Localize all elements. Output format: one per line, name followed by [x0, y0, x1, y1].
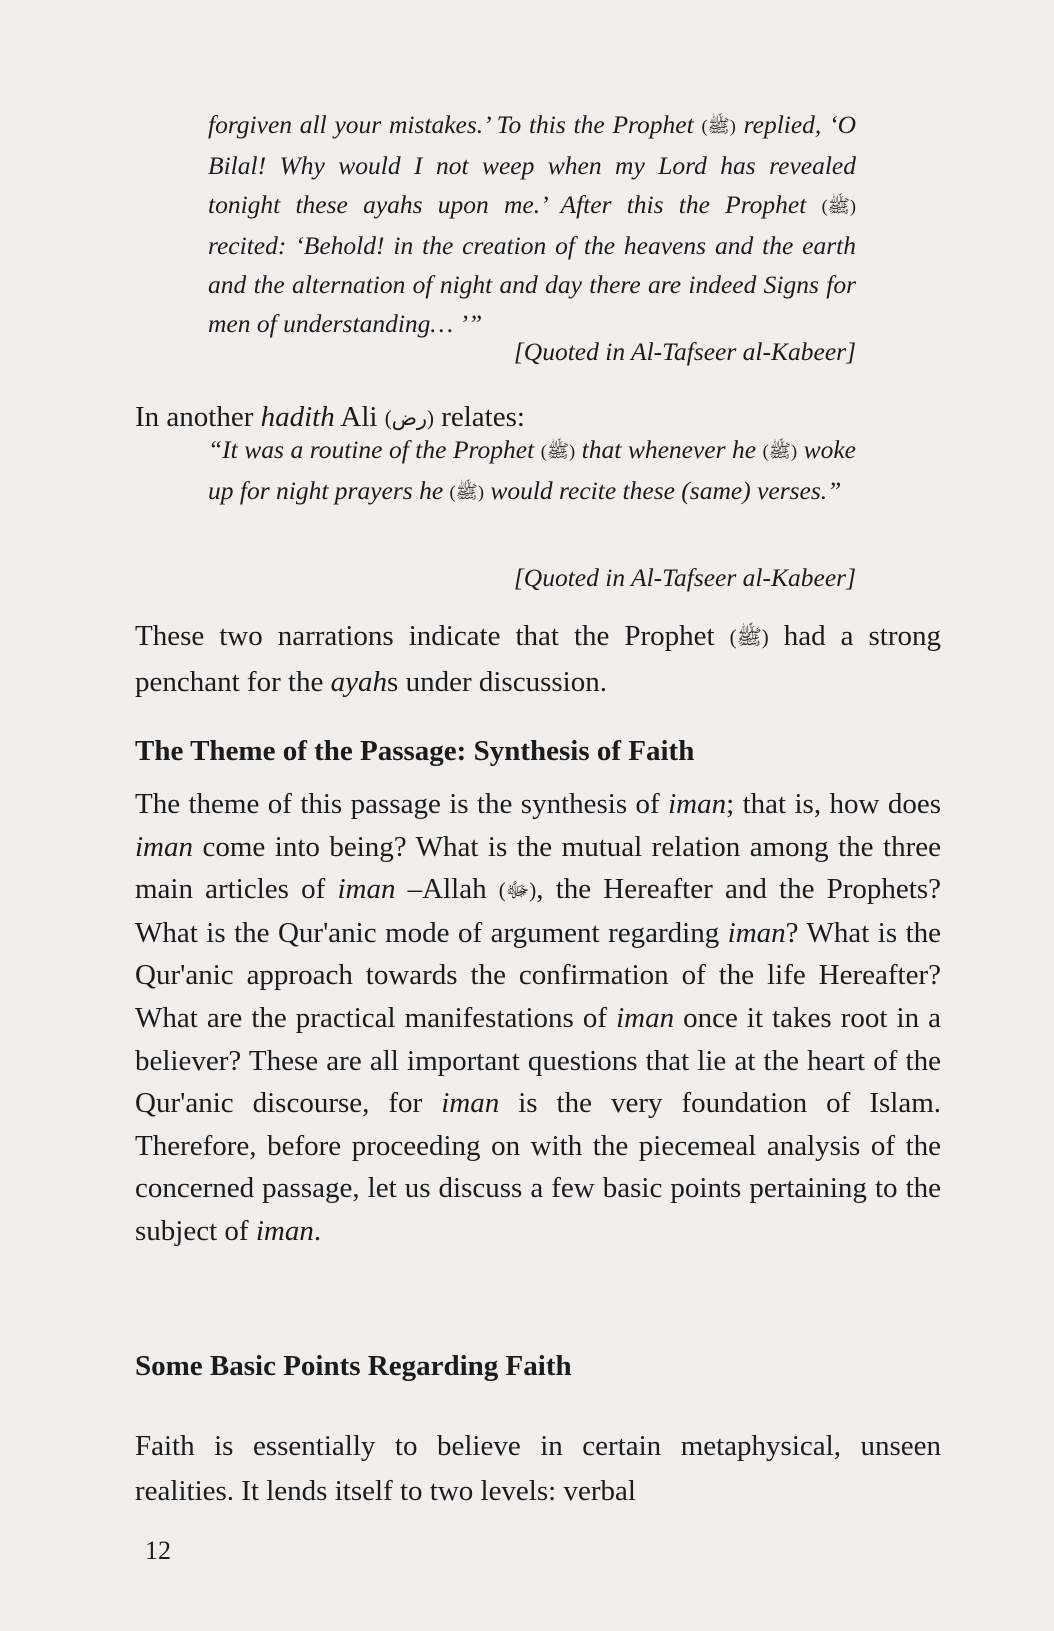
italic-term: iman: [135, 830, 193, 863]
honorific-glyph: (ﷺ): [729, 625, 769, 649]
italic-term: iman: [727, 916, 786, 949]
body-text: , the Hereafter and the Prophets? What is the Qur'anic mode of argument regarding: [135, 873, 942, 949]
quote-text: recited: ‘Behold! in the creation of the heavens and the earth and the alternation of night and day there are indeed Signs for men of understanding… ’”: [208, 231, 856, 338]
honorific-glyph: (ﷺ): [540, 441, 576, 461]
body-text: ; that is, how does: [726, 788, 941, 820]
italic-term: iman: [255, 1214, 314, 1247]
italic-term: iman: [616, 1001, 675, 1034]
block-quote-bilal: [208, 105, 856, 343]
honorific-glyph: (رض): [384, 406, 434, 430]
italic-term: iman: [668, 788, 727, 820]
section-heading: Some Basic Points Regarding Faith: [135, 1350, 572, 1382]
page-number: 12: [145, 1536, 171, 1565]
paragraph-narrations: [135, 614, 941, 705]
body-text: .: [313, 1214, 322, 1247]
italic-term: ayah: [330, 666, 388, 698]
quote-text: “It was a routine of the Prophet: [208, 435, 541, 464]
body-text: –Allah: [395, 873, 499, 906]
honorific-glyph: (ﷺ): [449, 482, 484, 502]
body-text: relates:: [433, 401, 525, 433]
quote-text: woke up for night prayers he: [208, 435, 856, 505]
body-text: once it takes root in a believer? These are all important questions that lie at the heart of the Qur'anic discourse, for: [135, 1001, 942, 1120]
body-text: is the very foundation of Islam. Therefore, before proceeding on with the piecemeal analysis of the concerned passage, let us discuss a few basic points pertaining to the subject of: [135, 1087, 941, 1247]
quote-text: that whenever he: [575, 435, 763, 464]
honorific-glyph: (ﷺ): [762, 441, 798, 461]
body-text: s under discussion.: [387, 666, 607, 698]
honorific-glyph: (ﷻ): [498, 878, 537, 903]
section-heading: The Theme of the Passage: Synthesis of Faith: [135, 735, 695, 767]
block-quote-ali: [208, 430, 856, 512]
body-text: These two narrations indicate that the Prophet: [135, 620, 730, 652]
body-text: come into being? What is the mutual relation among the three main articles of: [135, 830, 941, 906]
citation: [Quoted in Al-Tafseer al-Kabeer]: [513, 563, 856, 592]
citation: [Quoted in Al-Tafseer al-Kabeer]: [513, 337, 856, 366]
body-text: Ali: [334, 401, 385, 433]
quote-text: replied, ‘O Bilal! Why would I not weep when my Lord has revealed tonight these ayahs upon me.’ After this the Prophet: [208, 110, 856, 219]
body-text: had a strong penchant for the: [135, 620, 941, 698]
paragraph-theme: [135, 783, 941, 1253]
body-text: The theme of this passage is the synthesis of: [135, 788, 669, 820]
body-text: In another: [135, 401, 261, 433]
quote-text: would recite these (same) verses.”: [483, 476, 842, 505]
italic-term: iman: [337, 873, 396, 906]
quote-text: forgiven all your mistakes.’ To this the Prophet: [208, 110, 702, 139]
paragraph-faith: Faith is essentially to believe in certain metaphysical, unseen realities. It lends itself to two levels: verbal: [135, 1430, 941, 1507]
honorific-glyph: (ﷺ): [821, 196, 856, 216]
italic-term: iman: [441, 1087, 500, 1120]
italic-term: hadith: [260, 401, 335, 433]
honorific-glyph: (ﷺ): [701, 116, 736, 136]
body-text: ? What is the Qur'anic approach towards the confirmation of the life Hereafter? What are the practical manifestations of: [135, 916, 942, 1034]
